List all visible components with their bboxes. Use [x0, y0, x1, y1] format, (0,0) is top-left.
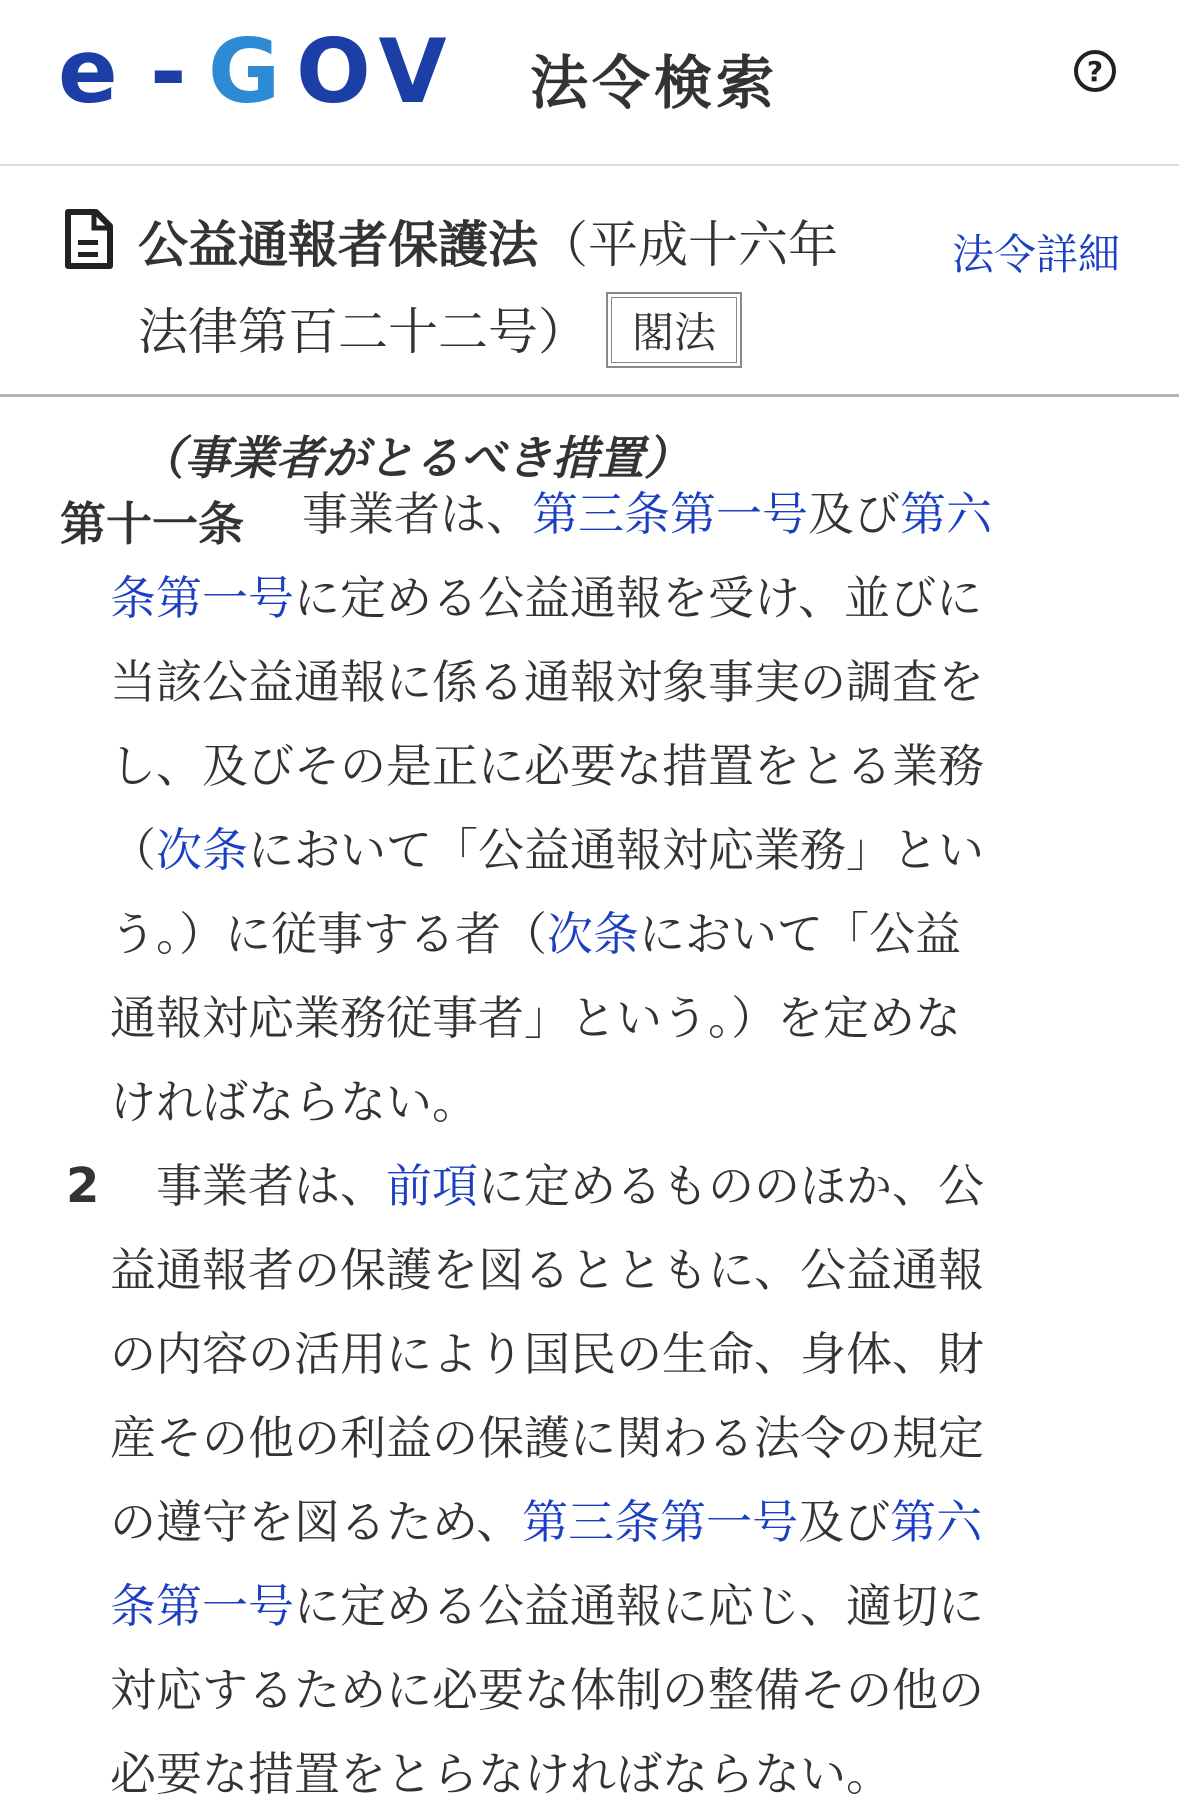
text: に定める公益通報を受け、並びに [294, 571, 983, 625]
text: 事業者は、 [302, 487, 532, 541]
logo-e: e [58, 30, 128, 112]
text: （ [110, 823, 156, 877]
link-article6-1[interactable]: 第六 [890, 1495, 983, 1549]
p2-line8: 必要な措置をとらなければならない。 [110, 1747, 892, 1801]
link-article3-1[interactable]: 第三条第一号 [532, 487, 808, 541]
article-title: 第十一条 [60, 497, 244, 551]
egov-logo[interactable] [58, 30, 490, 112]
p1-line5 [110, 820, 984, 880]
text: 事業者は、 [156, 1159, 386, 1213]
law-title-line1 [138, 205, 838, 277]
link-article6-1[interactable]: 第六 [900, 487, 992, 541]
p2-line5 [110, 1492, 982, 1552]
text: 及び [798, 1495, 891, 1549]
law-name: 公益通報者保護法 [138, 216, 538, 274]
p1-line7: 通報対応業務従事者」という。）を定めな [110, 991, 961, 1045]
text: 及び [808, 487, 900, 541]
link-next-article[interactable]: 次条 [547, 907, 639, 961]
cabinet-law-badge [606, 292, 742, 368]
logo-g: G [208, 30, 291, 112]
law-title-line2 [138, 292, 742, 374]
question-circle-icon: ? [1086, 54, 1104, 88]
p2-line2: 益通報者の保護を図るとともに、公益通報 [110, 1243, 984, 1297]
p2-line3: の内容の活用により国民の生命、身体、財 [110, 1327, 984, 1381]
p1-line1 [302, 484, 992, 544]
link-article6-1[interactable]: 条第一号 [110, 1579, 294, 1633]
p2-line1 [156, 1156, 984, 1216]
text: う。）に従事する者（ [110, 907, 547, 961]
law-number-part1: （平成十六年 [538, 216, 838, 274]
p2-line7: 対応するために必要な体制の整備その他の [110, 1663, 984, 1717]
help-button[interactable] [1074, 50, 1116, 92]
p2-line6 [110, 1576, 984, 1636]
p1-line8: ければならない。 [110, 1075, 478, 1129]
text: の遵守を図るため、 [110, 1495, 523, 1549]
article-caption: （事業者がとるべき措置） [138, 431, 690, 485]
p1-line3: 当該公益通報に係る通報対象事実の調査を [110, 655, 984, 709]
app-header [0, 0, 1179, 165]
p1-line4: し、及びその是正に必要な措置をとる業務 [110, 739, 984, 793]
p1-line6 [110, 904, 961, 964]
badge-label: 閣法 [611, 297, 737, 363]
text: において「公益 [639, 907, 961, 961]
logo-dash: - [150, 30, 197, 112]
p2-line4: 産その他の利益の保護に関わる法令の規定 [110, 1411, 984, 1465]
link-next-article[interactable]: 次条 [156, 823, 248, 877]
link-article6-1[interactable]: 条第一号 [110, 571, 294, 625]
link-article3-1[interactable]: 第三条第一号 [522, 1495, 799, 1549]
law-block-divider [0, 394, 1179, 397]
text: において「公益通報対応業務」とい [248, 823, 984, 877]
logo-ov: OV [296, 30, 457, 112]
text: に定めるもののほか、公 [478, 1159, 984, 1213]
link-previous-paragraph[interactable]: 前項 [386, 1159, 478, 1213]
app-title: 法令検索 [530, 49, 779, 117]
document-icon [64, 208, 114, 270]
law-detail-link[interactable]: 法令詳細 [952, 230, 1121, 279]
law-number-part2: 法律第百二十二号） [138, 303, 588, 361]
paragraph-number: 2 [66, 1158, 100, 1214]
p1-line2 [110, 568, 982, 628]
text: に定める公益通報に応じ、適切に [294, 1579, 984, 1633]
